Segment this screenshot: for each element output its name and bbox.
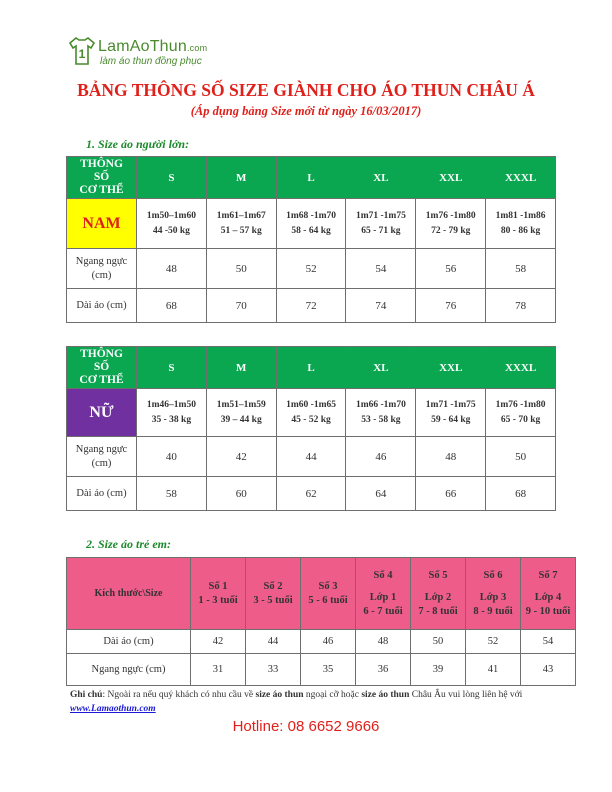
kids-size-header: [246, 558, 301, 630]
kids-grade: Lớp 4: [534, 591, 562, 603]
page-subtitle: (Áp dụng bảng Size mới từ ngày 16/03/2017): [190, 104, 422, 118]
row-label-dai-ao: Dài áo (cm): [67, 477, 137, 511]
body-range-cell: [486, 389, 556, 437]
footnote-text: : Ngoài ra nếu quý khách có nhu cầu về: [102, 690, 256, 700]
weight-range: 39 – 44 kg: [220, 414, 262, 425]
table-cell: 50: [486, 437, 556, 477]
kids-size-header: [191, 558, 246, 630]
kids-age-range: 9 - 10 tuổi: [525, 605, 571, 617]
row-label-dai-ao: Dài áo (cm): [67, 630, 191, 654]
size-header-xxl: XXL: [416, 347, 486, 389]
table-cell: 56: [416, 249, 486, 289]
height-range: 1m71 -1m75: [355, 210, 406, 221]
header-corner-cell: [67, 157, 137, 199]
height-range: 1m60 -1m65: [286, 399, 336, 410]
table-cell: 48: [137, 249, 207, 289]
size-header-xxl: XXL: [416, 157, 486, 199]
size-header-m: M: [206, 347, 276, 389]
body-range-cell: [486, 199, 556, 249]
height-range: 1m81 -1m86: [495, 210, 546, 221]
table-row: [67, 389, 556, 437]
header-corner-line: CƠ THỂ: [79, 184, 124, 196]
height-range: 1m46–1m50: [146, 399, 196, 410]
height-range: 1m76 -1m80: [495, 399, 546, 410]
height-range: 1m51–1m59: [216, 399, 266, 410]
height-range: 1m61–1m67: [216, 210, 266, 221]
kids-size-number: Số 3: [318, 580, 338, 592]
kids-age-range: 6 - 7 tuổi: [363, 605, 403, 617]
brand-logo: [68, 36, 268, 76]
size-header-xxxl: XXXL: [486, 157, 556, 199]
body-range-cell: [137, 199, 207, 249]
kids-size-header: [356, 558, 411, 630]
footnote-text: ngoại cỡ hoặc: [303, 690, 362, 700]
height-range: 1m50–1m60: [146, 210, 196, 221]
body-range-cell: [416, 389, 486, 437]
table-cell: 48: [356, 630, 411, 654]
table-cell: 41: [466, 654, 521, 686]
height-range: 1m71 -1m75: [425, 399, 476, 410]
header-corner-line: CƠ THỂ: [79, 374, 124, 386]
kids-size-number: Số 6: [483, 569, 503, 581]
table-cell: 33: [246, 654, 301, 686]
table-row: [67, 289, 556, 323]
kids-age-range: 8 - 9 tuổi: [473, 605, 513, 617]
hotline-text: Hotline: 08 6652 9666: [232, 718, 380, 735]
weight-range: 65 - 70 kg: [500, 414, 541, 425]
row-label-dai-ao: Dài áo (cm): [67, 289, 137, 323]
table-cell: 60: [206, 477, 276, 511]
kids-grade: Lớp 1: [369, 591, 397, 603]
size-header-m: M: [206, 157, 276, 199]
page-title: BẢNG THÔNG SỐ SIZE GIÀNH CHO ÁO THUN CHÂU Á: [77, 80, 535, 100]
table-cell: 52: [466, 630, 521, 654]
footnote-lead: Ghi chú: [70, 690, 103, 700]
footnote-bold: size áo thun: [255, 690, 304, 700]
weight-range: 59 - 64 kg: [431, 414, 471, 425]
table-cell: 54: [521, 630, 576, 654]
kids-grade: Lớp 3: [479, 591, 507, 603]
footnote-bold: size áo thun: [361, 690, 410, 700]
size-table-kids: [66, 557, 576, 686]
weight-range: 45 - 52 kg: [291, 414, 331, 425]
table-cell: 68: [486, 477, 556, 511]
kids-header-label: Kích thước\Size: [67, 558, 191, 630]
table-cell: 78: [486, 289, 556, 323]
table-cell: 72: [276, 289, 346, 323]
brand-domain: .com: [186, 43, 208, 53]
footnote-text: Châu Âu vui lòng liên hệ với: [409, 690, 523, 700]
weight-range: 44 -50 kg: [152, 225, 190, 236]
table-cell: 62: [276, 477, 346, 511]
table-cell: 42: [206, 437, 276, 477]
header-corner-cell: [67, 347, 137, 389]
body-range-cell: [206, 389, 276, 437]
table-header-row: [67, 558, 576, 630]
size-header-l: L: [276, 347, 346, 389]
kids-age-range: 5 - 6 tuổi: [308, 594, 348, 606]
size-header-l: L: [276, 157, 346, 199]
kids-size-number: Số 2: [263, 580, 283, 592]
table-cell: 70: [206, 289, 276, 323]
height-range: 1m68 -1m70: [286, 210, 336, 221]
header-corner-line: THÔNG: [80, 348, 123, 360]
table-row: [67, 437, 556, 477]
weight-range: 53 - 58 kg: [361, 414, 401, 425]
table-cell: 40: [137, 437, 207, 477]
body-range-cell: [206, 199, 276, 249]
kids-size-header: [411, 558, 466, 630]
table-cell: 74: [346, 289, 416, 323]
row-label-ngang-nguc: Ngang ngực (cm): [67, 654, 191, 686]
table-cell: 68: [137, 289, 207, 323]
weight-range: 80 - 86 kg: [500, 225, 541, 236]
body-range-cell: [276, 389, 346, 437]
table-cell: 54: [346, 249, 416, 289]
kids-size-number: Số 7: [538, 569, 558, 581]
table-cell: 46: [301, 630, 356, 654]
table-cell: 50: [411, 630, 466, 654]
table-cell: 76: [416, 289, 486, 323]
table-cell: 48: [416, 437, 486, 477]
body-range-cell: [346, 389, 416, 437]
table-row: [67, 630, 576, 654]
size-header-s: S: [137, 347, 207, 389]
height-range: 1m76 -1m80: [425, 210, 476, 221]
table-cell: 42: [191, 630, 246, 654]
table-cell: 66: [416, 477, 486, 511]
height-range: 1m66 -1m70: [355, 399, 406, 410]
table-cell: 58: [486, 249, 556, 289]
header-corner-line: SỐ: [93, 361, 110, 373]
kids-age-range: 3 - 5 tuổi: [253, 594, 293, 606]
table-cell: 44: [246, 630, 301, 654]
tshirt-number-one-icon: [68, 36, 96, 66]
size-header-xxxl: XXXL: [486, 347, 556, 389]
table-row: [67, 654, 576, 686]
table-cell: 46: [346, 437, 416, 477]
weight-range: 72 - 79 kg: [431, 225, 471, 236]
weight-range: 65 - 71 kg: [361, 225, 401, 236]
header-corner-line: THÔNG: [80, 158, 123, 170]
svg-text:1: 1: [78, 47, 86, 61]
table-row: [67, 199, 556, 249]
brand-name: LamAoThun.com: [98, 38, 208, 55]
size-table-nu: [66, 346, 556, 511]
gender-label-nam: NAM: [67, 199, 137, 249]
table-cell: 44: [276, 437, 346, 477]
weight-range: 35 - 38 kg: [151, 414, 192, 425]
footnote: [70, 688, 570, 716]
gender-label-nu: NỮ: [67, 389, 137, 437]
table-cell: 39: [411, 654, 466, 686]
kids-age-range: 7 - 8 tuổi: [418, 605, 458, 617]
table-cell: 50: [206, 249, 276, 289]
table-cell: 35: [301, 654, 356, 686]
body-range-cell: [346, 199, 416, 249]
table-cell: 36: [356, 654, 411, 686]
weight-range: 58 - 64 kg: [291, 225, 331, 236]
size-header-xl: XL: [346, 347, 416, 389]
kids-size-number: Số 4: [373, 569, 393, 581]
body-range-cell: [137, 389, 207, 437]
row-label-ngang-nguc: Ngang ngực (cm): [67, 437, 137, 477]
kids-size-header: [301, 558, 356, 630]
kids-size-number: Số 1: [208, 580, 228, 592]
kids-grade: Lớp 2: [424, 591, 452, 603]
table-cell: 58: [137, 477, 207, 511]
section-heading-kids: 2. Size áo trẻ em:: [86, 537, 171, 551]
table-cell: 52: [276, 249, 346, 289]
body-range-cell: [276, 199, 346, 249]
brand-tagline: làm áo thun đồng phục: [100, 56, 202, 67]
website-link[interactable]: www.Lamaothun.com: [70, 704, 156, 714]
size-table-nam: [66, 156, 556, 323]
table-header-row: [67, 157, 556, 199]
size-header-s: S: [137, 157, 207, 199]
body-range-cell: [416, 199, 486, 249]
row-label-ngang-nguc: Ngang ngực (cm): [67, 249, 137, 289]
table-cell: 64: [346, 477, 416, 511]
header-corner-line: SỐ: [93, 171, 110, 183]
table-cell: 43: [521, 654, 576, 686]
kids-size-header: [466, 558, 521, 630]
table-row: [67, 477, 556, 511]
kids-size-header: [521, 558, 576, 630]
kids-age-range: 1 - 3 tuổi: [198, 594, 238, 606]
weight-range: 51 – 57 kg: [220, 225, 262, 236]
kids-size-number: Số 5: [428, 569, 448, 581]
table-header-row: [67, 347, 556, 389]
size-header-xl: XL: [346, 157, 416, 199]
table-cell: 31: [191, 654, 246, 686]
section-heading-adult: 1. Size áo người lớn:: [86, 137, 190, 151]
table-row: [67, 249, 556, 289]
